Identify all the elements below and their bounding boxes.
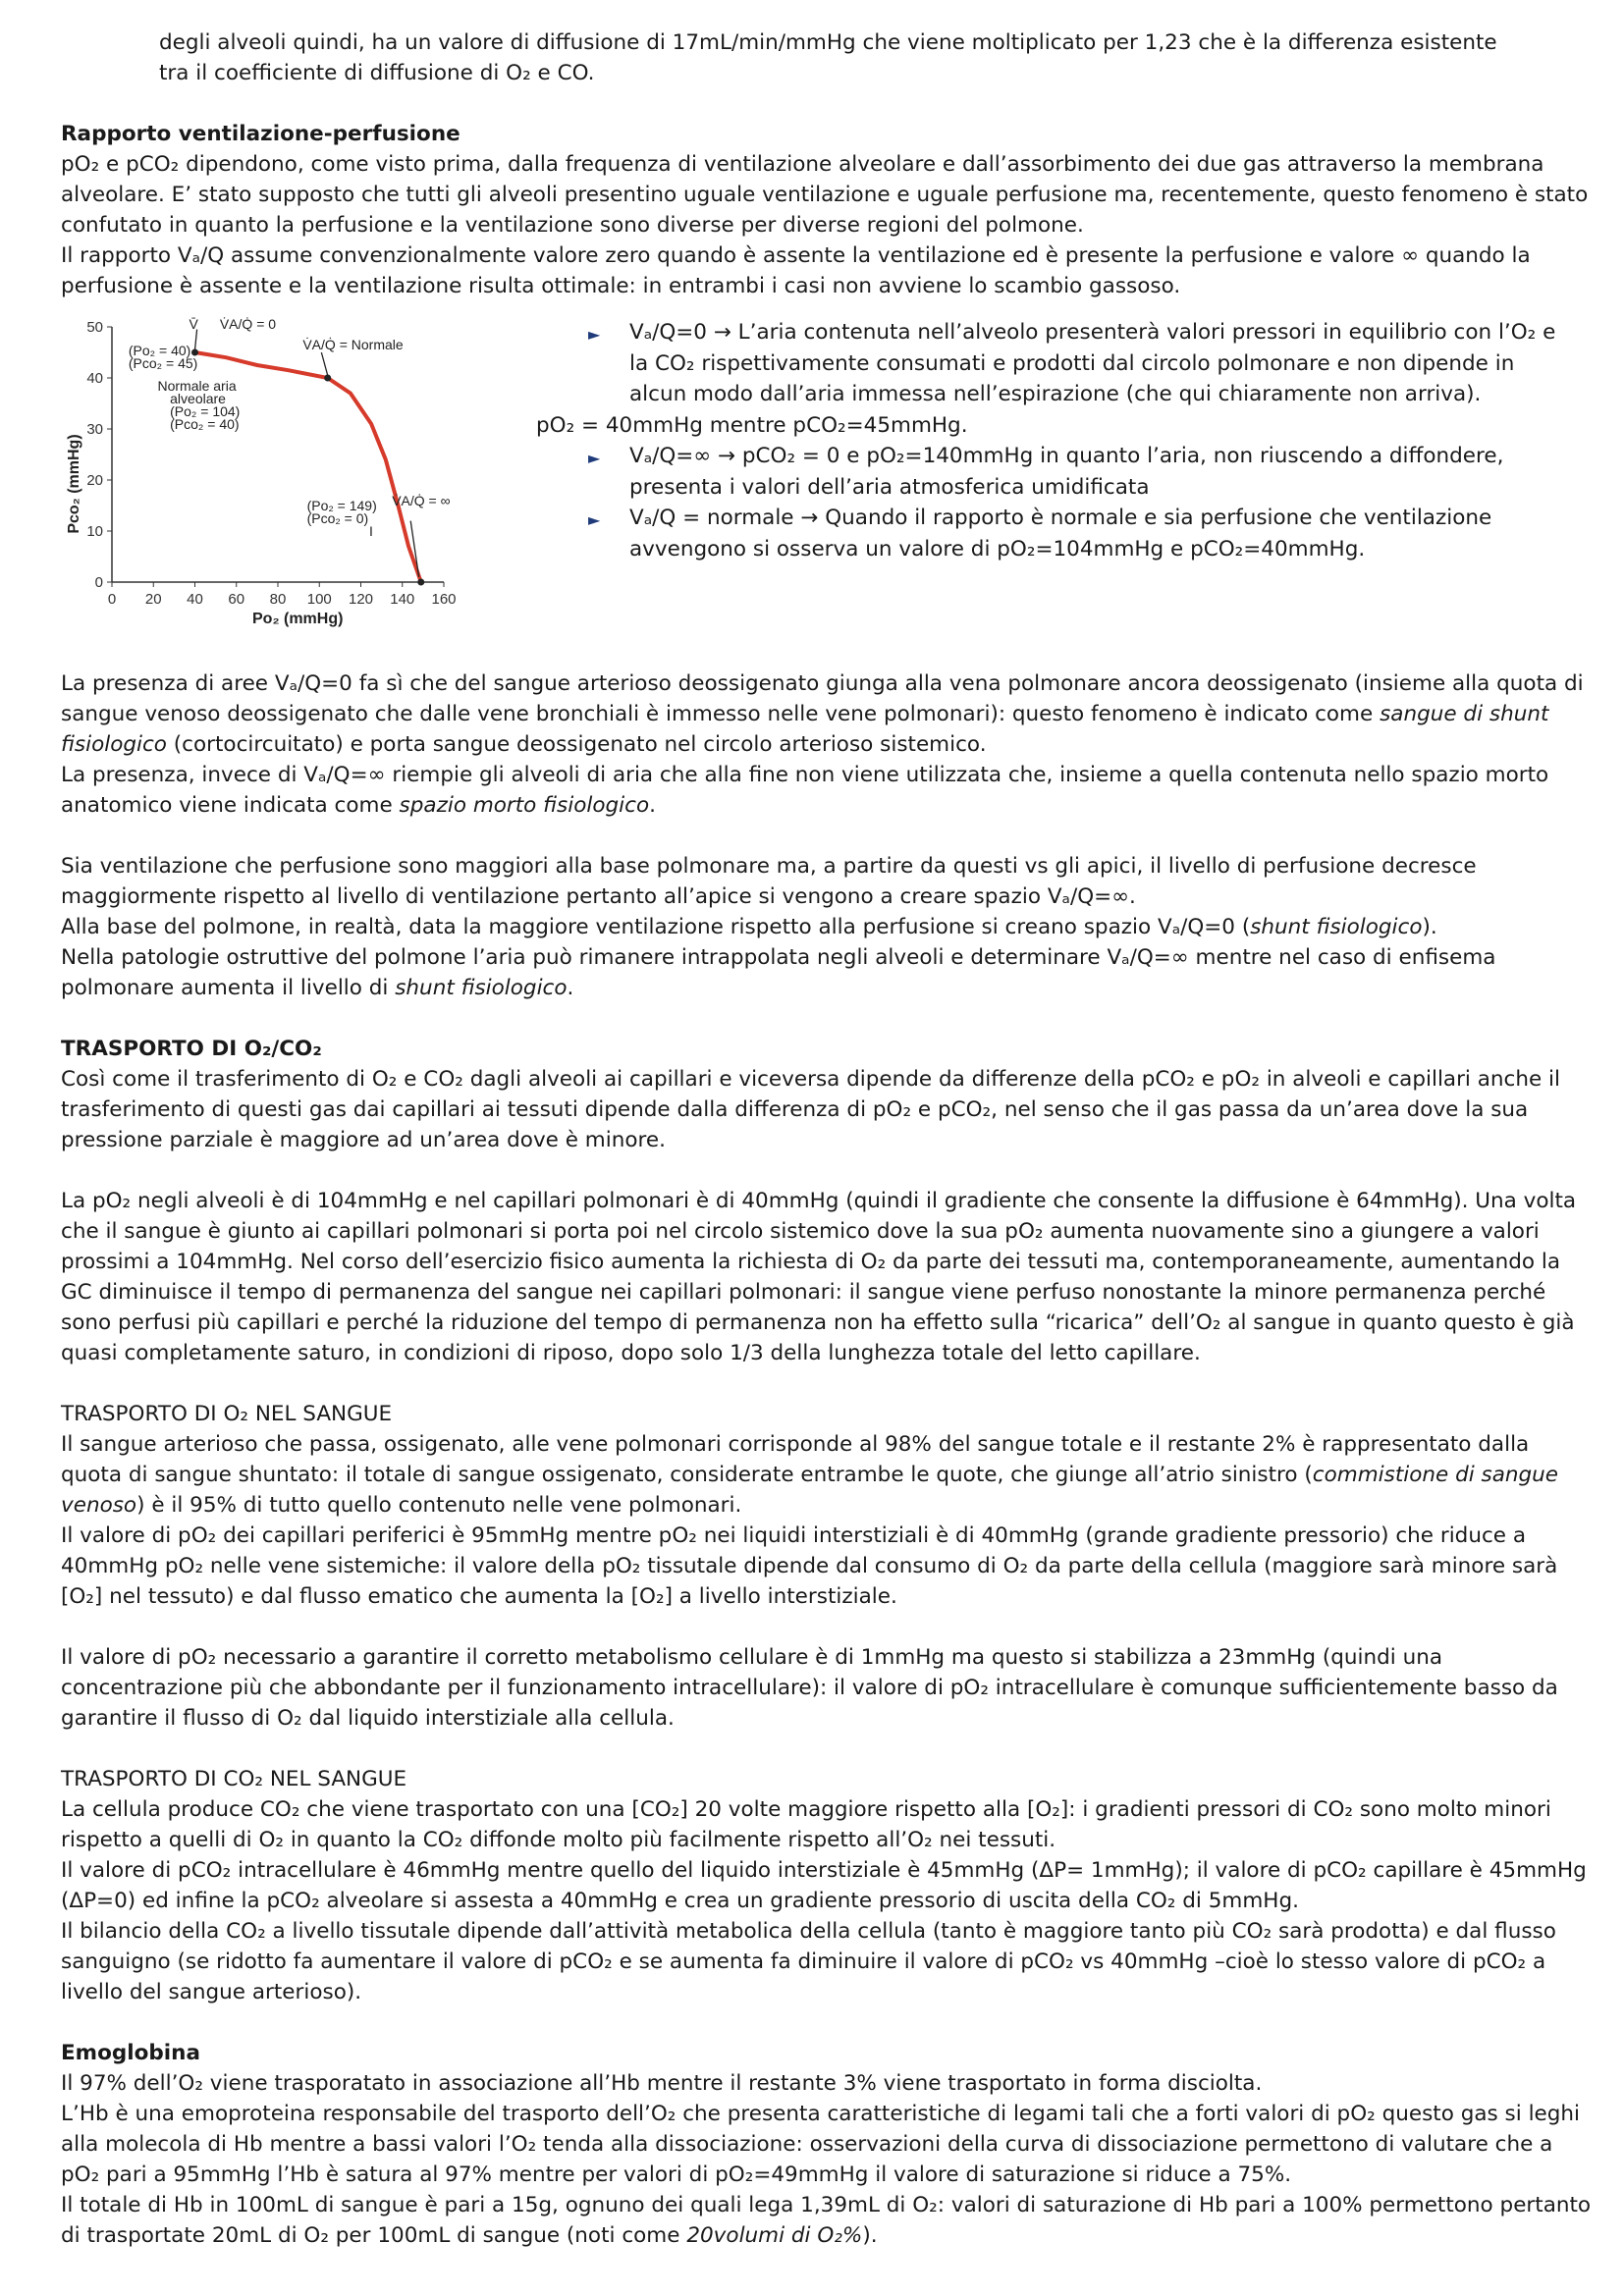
base-para-2-term: shunt fisiologico [1250, 915, 1423, 939]
x-tick-label: 120 [348, 591, 374, 608]
pointer-line [321, 352, 327, 375]
base-para-2-text: Alla base del polmone, in realtà, data la maggiore ventilazione rispetto alla perfusione si creano spazio Vₐ/Q=0 ( [61, 915, 1251, 939]
y-tick-label: 20 [86, 472, 103, 489]
chart-annotation: I [368, 523, 373, 540]
shunt-para-text: La presenza di aree Vₐ/Q=0 fa sì che del sangue arterioso deossigenato giunga alla vena polmonare ancora deossigenato (insieme alla quota di sangue venoso deossigenato che dalle vene bronchiali è immesso nelle vene polmonari): questo fenomeno è indicato come [61, 671, 1584, 726]
chart-annotation: V̇A/Q̇ = ∞ [392, 493, 451, 508]
dead-space-text: La presenza, invece di Vₐ/Q=∞ riempie gli alveoli di aria che alla fine non viene utilizzata che, insieme a quella contenuta nello spazio morto anatomico viene indicata come [61, 763, 1549, 818]
co2-blood-para-3: Il bilancio della CO₂ a livello tissutale dipende dall’attività metabolica della cellula (tanto è maggiore tanto più CO₂ sarà prodotta) e dal flusso sanguigno (se ridotto fa aumentare il valore di pCO₂ e se aumenta fa diminuire il valore di pCO₂ vs 40mmHg –cioè lo stesso valore di pCO₂ a livello del sangue arterioso). [61, 1919, 1556, 2004]
vq-bullet-zero [536, 317, 1577, 410]
chart-annotation: (Pco₂ = 40) [170, 416, 240, 432]
chart-annotation: V̇A/Q̇ = 0 [219, 317, 277, 332]
y-tick-label: 0 [94, 574, 103, 591]
chart-annotation: V̄ [189, 317, 198, 332]
x-tick-label: 0 [107, 591, 117, 608]
x-tick-label: 20 [144, 591, 162, 608]
top-line-1: degli alveoli quindi, ha un valore di diffusione di 17mL/min/mmHg che viene moltiplicato per 1,23 che è la differenza esistente [159, 30, 1497, 55]
x-tick-label: 140 [390, 591, 415, 608]
bullet-infinite-text: Vₐ/Q=∞ → pCO₂ = 0 e pO₂=140mmHg in quanto l’aria, non riuscendo a diffondere, presenta i valori dell’aria atmosferica umidificata [629, 444, 1504, 500]
hb-para-3-tail: ). [862, 2223, 878, 2248]
x-tick-label: 80 [269, 591, 287, 608]
hb-heading: Emoglobina [61, 2041, 200, 2065]
x-tick-label: 60 [228, 591, 245, 608]
chart-annotation: (Pco₂ = 45) [128, 355, 198, 372]
dead-space-para: La presenza, invece di Vₐ/Q=∞ riempie gli alveoli di aria che alla fine non viene utilizzata che, insieme a quella contenuta nello spazio morto anatomico viene indicata come spazio morto fisiologico. [61, 763, 1549, 818]
chart-annotation: (Po₂ = 104) [170, 403, 241, 419]
triangle-bullet-icon: ► [588, 325, 601, 344]
transport-para-1: Così come il trasferimento di O₂ e CO₂ dagli alveoli ai capillari e viceversa dipende da differenze della pCO₂ e pO₂ in alveoli e capillari anche il trasferimento di questi gas dai capillari ai tessuti dipende dalla differenza di pO₂ e pCO₂, nel senso che il gas passa da un’area dove la sua pressione parziale è maggiore ad un’area dove è minore. [61, 1067, 1560, 1152]
co2-blood-heading: TRASPORTO DI CO₂ NEL SANGUE [61, 1767, 407, 1791]
o2-blood-para-1 [61, 1429, 1593, 1521]
vq-bullet-zero-values: pO₂ = 40mmHg mentre pCO₂=45mmHg. [536, 412, 968, 438]
chart-annotation: Normale aria [157, 378, 237, 394]
shunt-para [61, 668, 1593, 760]
hb-para-3-text: Il totale di Hb in 100mL di sangue è pari a 15g, ognuno dei quali lega 1,39mL di O₂: valori di saturazione di Hb pari a 100% permettono pertanto di trasportate 20mL di O₂ per 100mL di sangue (noti come [61, 2193, 1592, 2248]
o2-blood-para-2: Il valore di pO₂ dei capillari periferici è 95mmHg mentre pO₂ nei liquidi interstiziali è di 40mmHg (grande gradiente pressorio) che riduce a 40mmHg pO₂ nelle vene sistemiche: il valore della pO₂ tissutale dipende dal consumo di O₂ da parte della cellula (maggiore sarà minore sarà [O₂] nel tessuto) e dal flusso ematico che aumenta la [O₂] a livello interstiziale. [61, 1523, 1558, 1609]
x-tick-label: 100 [306, 591, 332, 608]
document-page [61, 27, 1593, 2251]
o2-blood-para-1-tail: ) è il 95% di tutto quello contenuto nelle vene polmonari. [136, 1493, 742, 1518]
vq-chart-svg [61, 317, 522, 631]
chart-point [417, 579, 424, 586]
y-axis-label: Pco₂ (mmHg) [66, 434, 82, 534]
chart-annotation: alveolare [170, 391, 226, 406]
o2-blood-heading: TRASPORTO DI O₂ NEL SANGUE [61, 1402, 393, 1426]
bullet-zero-text: Vₐ/Q=0 → L’aria contenuta nell’alveolo presenterà valori pressori in equilibrio con l’O₂ e la CO₂ rispettivamente consumati e prodotti dal circolo polmonare e non dipende in alcun modo dall’aria immessa nell’espirazione (che qui chiaramente non arriva). [629, 320, 1556, 406]
y-tick-label: 10 [86, 523, 103, 540]
hb-para-3 [61, 2190, 1593, 2251]
vq-bullet-infinite [536, 441, 1577, 503]
o2-blood-para-1-term: commistione di sangue venoso [61, 1463, 1559, 1518]
y-tick-label: 30 [86, 421, 103, 438]
hb-para-3-term: 20volumi di O₂% [686, 2223, 863, 2248]
vq-para-2: Il rapporto Vₐ/Q assume convenzionalmente valore zero quando è assente la ventilazione ed è presente la perfusione e valore ∞ quando la perfusione è assente e la ventilazione risulta ottimale: in entrambi i casi non avviene lo scambio gassoso. [61, 243, 1531, 298]
hb-para-2: L’Hb è una emoproteina responsabile del trasporto dell’O₂ che presenta caratteristiche di legami tali che a forti valori di pO₂ questo gas si leghi alla molecola di Hb mentre a bassi valori l’O₂ tenda alla dissociazione: osservazioni della curva di dissociazione permettono di valutare che a pO₂ pari a 95mmHg l’Hb è satura al 97% mentre per valori di pO₂=49mmHg il valore di saturazione si riduce a 75%. [61, 2102, 1581, 2187]
vq-bullet-normal [536, 503, 1577, 564]
transport-heading: TRASPORTO DI O₂/CO₂ [61, 1037, 322, 1061]
x-tick-label: 160 [431, 591, 457, 608]
base-para-2-tail: ). [1422, 915, 1437, 939]
triangle-bullet-icon: ► [588, 449, 601, 467]
chart-annotation: (Pco₂ = 0) [306, 510, 369, 527]
triangle-bullet-icon: ► [588, 510, 601, 529]
base-para-3-term: shunt fisiologico [395, 976, 568, 1000]
co2-blood-para-2: Il valore di pCO₂ intracellulare è 46mmHg mentre quello del liquido interstiziale è 45mmHg (ΔP= 1mmHg); il valore di pCO₂ capillare è 45mmHg (ΔP=0) ed infine la pCO₂ alveolare si assesta a 40mmHg e crea un gradiente pressorio di uscita della CO₂ di 5mmHg. [61, 1858, 1587, 1913]
co2-blood-para-1: La cellula produce CO₂ che viene trasportato con una [CO₂] 20 volte maggiore rispetto alla [O₂]: i gradienti pressori di CO₂ sono molto minori rispetto a quelli di O₂ in quanto la CO₂ diffonde molto più facilmente rispetto all’O₂ nei tessuti. [61, 1797, 1551, 1852]
transport-para-2: La pO₂ negli alveoli è di 104mmHg e nel capillari polmonari è di 40mmHg (quindi il gradiente che consente la diffusione è 64mmHg). Una volta che il sangue è giunto ai capillari polmonari si porta poi nel circolo sistemico dove la sua pO₂ aumenta nuovamente sino a giungere a valori prossimi a 104mmHg. Nel corso dell’esercizio fisico aumenta la richiesta di O₂ da parte dei tessuti ma, contemporaneamente, aumentando la GC diminuisce il tempo di permanenza del sangue nei capillari polmonari: il sangue viene perfuso nonostante la minore permanenza perché sono perfusi più capillari e perché la riduzione del tempo di permanenza non ha effetto sulla “ricarica” dell’O₂ al sangue in quanto questo è già quasi completamente saturo, in condizioni di riposo, dopo solo 1/3 della lunghezza totale del letto capillare. [61, 1189, 1577, 1365]
base-para-1: Sia ventilazione che perfusione sono maggiori alla base polmonare ma, a partire da questi vs gli apici, il livello di perfusione decresce maggiormente rispetto al livello di ventilazione pertanto all’apice si vengono a creare spazio Vₐ/Q=∞. [61, 854, 1477, 909]
pointer-line [195, 330, 197, 350]
x-axis-label: Po₂ (mmHg) [252, 611, 344, 627]
y-tick-label: 40 [86, 370, 103, 387]
vq-heading: Rapporto ventilazione-perfusione [61, 122, 460, 146]
chart-annotation: (Po₂ = 149) [306, 498, 377, 514]
chart-and-bullets [61, 317, 1593, 641]
shunt-term: sangue di shunt fisiologico [61, 702, 1549, 757]
chart-annotation: (Po₂ = 40) [128, 343, 191, 359]
vq-chart [61, 317, 522, 631]
shunt-para-tail: (cortocircuitato) e porta sangue deossigenato nel circolo arterioso sistemico. [173, 732, 987, 757]
o2-blood-para-3: Il valore di pO₂ necessario a garantire il corretto metabolismo cellulare è di 1mmHg ma questo si stabilizza a 23mmHg (quindi una concentrazione più che abbondante per il funzionamento intracellulare): il valore di pO₂ intracellulare è comunque sufficientemente basso da garantire il flusso di O₂ dal liquido interstiziale alla cellula. [61, 1645, 1558, 1731]
bullet-normal-text: Vₐ/Q = normale → Quando il rapporto è normale e sia perfusione che ventilazione avvengono si osserva un valore di pO₂=104mmHg e pCO₂=40mmHg. [629, 506, 1492, 561]
chart-point [324, 375, 331, 382]
y-tick-label: 50 [86, 319, 103, 336]
x-tick-label: 40 [187, 591, 203, 608]
vq-bullet-list [536, 317, 1577, 641]
chart-annotation: V̇A/Q̇ = Normale [302, 336, 404, 352]
hb-para-1: Il 97% dell’O₂ viene trasporatato in associazione all’Hb mentre il restante 3% viene trasportato in forma disciolta. [61, 2071, 1263, 2096]
dead-space-term: spazio morto fisiologico [399, 793, 650, 818]
top-line-2: tra il coefficiente di diffusione di O₂ e CO. [159, 61, 595, 85]
base-para-3-text: Nella patologie ostruttive del polmone l’aria può rimanere intrappolata negli alveoli e determinare Vₐ/Q=∞ mentre nel caso di enfisema polmonare aumenta il livello di [61, 945, 1496, 1000]
o2-blood-para-1-text: Il sangue arterioso che passa, ossigenato, alle vene polmonari corrisponde al 98% del sangue totale e il restante 2% è rappresentato dalla quota di sangue shuntato: il totale di sangue ossigenato, considerate entrambe le quote, che giunge all’atrio sinistro ( [61, 1432, 1530, 1487]
base-para-2 [61, 912, 1593, 942]
vq-para-1: pO₂ e pCO₂ dipendono, come visto prima, dalla frequenza di ventilazione alveolare e dall’assorbimento dei due gas attraverso la membrana alveolare. E’ stato supposto che tutti gli alveoli presentino uguale ventilazione e uguale perfusione ma, recentemente, questo fenomeno è stato confutato in quanto la perfusione e la ventilazione sono diverse per diverse regioni del polmone. [61, 152, 1589, 238]
base-para-3: Nella patologie ostruttive del polmone l’aria può rimanere intrappolata negli alveoli e determinare Vₐ/Q=∞ mentre nel caso di enfisema polmonare aumenta il livello di shunt fisiologico. [61, 945, 1496, 1000]
